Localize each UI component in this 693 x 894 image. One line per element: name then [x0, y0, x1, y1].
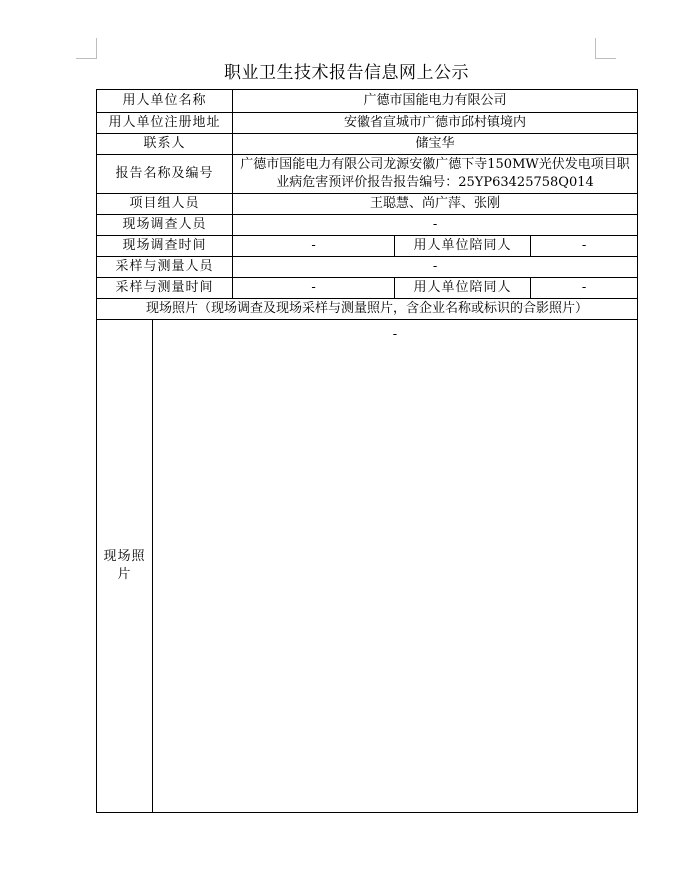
sampling-escort-value: -	[531, 278, 638, 299]
survey-escort-value: -	[531, 236, 638, 257]
row-photos-header	[97, 299, 638, 320]
photos-area	[153, 320, 638, 813]
sampling-escort-label: 用人单位陪同人	[395, 278, 531, 299]
employer-address-value: 安徽省宣城市广德市邱村镇境内	[233, 113, 638, 134]
project-team-value: 王聪慧、尚广萍、张刚	[233, 194, 638, 215]
report-label: 报告名称及编号	[97, 155, 233, 194]
survey-escort-label: 用人单位陪同人	[395, 236, 531, 257]
sampling-time-label: 采样与测量时间	[97, 278, 233, 299]
employer-address-label: 用人单位注册地址	[97, 113, 233, 134]
sampling-time-value: -	[233, 278, 395, 299]
row-sampling-staff	[97, 257, 638, 278]
report-value: 广德市国能电力有限公司龙源安徽广德下寺150MW光伏发电项目职业病危害预评价报告报告编号：25YP63425758Q014	[233, 155, 638, 194]
row-sampling-time	[97, 278, 638, 299]
employer-name-label: 用人单位名称	[97, 90, 233, 113]
contact-value: 储宝华	[233, 134, 638, 155]
photos-header: 现场照片（现场调查及现场采样与测量照片，含企业名称或标识的合影照片）	[97, 299, 638, 320]
row-employer-address	[97, 113, 638, 134]
row-project-team	[97, 194, 638, 215]
project-team-label: 项目组人员	[97, 194, 233, 215]
photos-content: -	[392, 327, 398, 342]
page-corner-mark-top-right	[595, 38, 616, 59]
survey-staff-label: 现场调查人员	[97, 215, 233, 236]
survey-time-label: 现场调查时间	[97, 236, 233, 257]
survey-staff-value: -	[233, 215, 638, 236]
row-contact	[97, 134, 638, 155]
document-title: 职业卫生技术报告信息网上公示	[224, 63, 469, 83]
contact-label: 联系人	[97, 134, 233, 155]
employer-name-value: 广德市国能电力有限公司	[233, 90, 638, 113]
sampling-staff-value: -	[233, 257, 638, 278]
row-employer-name	[97, 90, 638, 113]
photos-side-label: 现场照片	[97, 320, 153, 813]
row-survey-staff	[97, 215, 638, 236]
page-corner-mark-top-left	[76, 38, 97, 59]
info-table	[96, 89, 638, 813]
sampling-staff-label: 采样与测量人员	[97, 257, 233, 278]
row-photos	[97, 320, 638, 813]
row-report	[97, 155, 638, 194]
row-survey-time	[97, 236, 638, 257]
survey-time-value: -	[233, 236, 395, 257]
